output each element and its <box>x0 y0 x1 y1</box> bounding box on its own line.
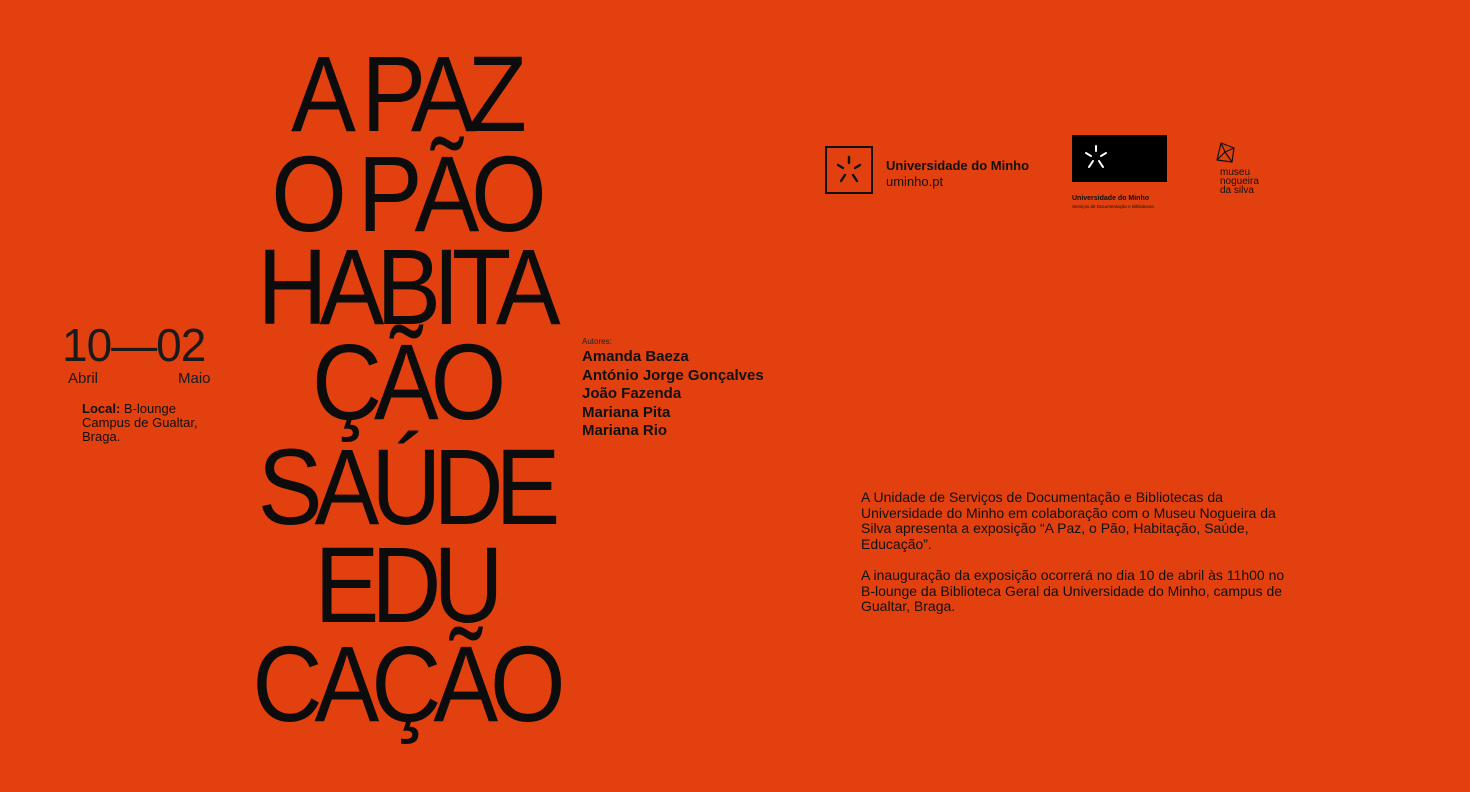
title-line-6: EDU <box>314 524 496 645</box>
location-label: Local: <box>82 401 121 416</box>
museu-logo <box>1210 140 1280 210</box>
sdum-subtitle: Serviços de Documentação e Bibliotecas <box>1072 204 1154 209</box>
museu-name: museu nogueira da silva <box>1220 167 1259 196</box>
title-line-5: SAÚDE <box>257 426 553 547</box>
location-line-3: Braga. <box>82 429 121 444</box>
sdum-logo <box>1072 135 1168 215</box>
uminho-star-icon <box>825 146 873 194</box>
museu-outline-icon <box>1212 140 1238 166</box>
end-month: Maio <box>178 370 211 387</box>
title-line-2: O PÃO <box>271 133 539 254</box>
title-line-3: HABITA <box>257 226 553 347</box>
location-line-1: B-lounge <box>123 401 176 416</box>
title-line-7: CAÇÃO <box>252 623 558 744</box>
uminho-logo[interactable] <box>825 146 1045 200</box>
uminho-url[interactable]: uminho.pt <box>886 174 944 189</box>
description-paragraph-1: A Unidade de Serviços de Documentação e Bibliotecas da Universidade do Minho em colaboração com o Museu Nogueira da Silva apresenta a exposição “A Paz, o Pão, Habitação, Saúde, Educação”. <box>861 489 1276 552</box>
uminho-star-icon <box>1072 135 1167 182</box>
title-line-1: A PAZ <box>291 33 519 154</box>
uminho-name: Universidade do Minho <box>886 158 1030 173</box>
author-item: João Fazenda <box>582 385 682 402</box>
author-item: Amanda Baeza <box>582 348 689 365</box>
start-month: Abril <box>68 370 99 387</box>
sdum-name: Universidade do Minho <box>1072 195 1150 202</box>
location-block <box>82 402 232 444</box>
authors-label: Autores: <box>582 337 612 346</box>
location-line-2: Campus de Gualtar, <box>82 415 198 430</box>
author-item: Mariana Rio <box>582 422 668 439</box>
description-paragraph-2: A inauguração da exposição ocorrerá no dia 10 de abril às 11h00 no B-lounge da Biblioteca Geral da Universidade do Minho, campus de Gualtar, Braga. <box>861 567 1285 614</box>
date-range: 10—02 <box>62 319 206 371</box>
title-line-4: ÇÃO <box>311 321 499 442</box>
authors-list <box>582 348 764 441</box>
author-item: António Jorge Gonçalves <box>582 366 764 384</box>
author-item: Mariana Pita <box>582 403 671 421</box>
description <box>861 490 1301 631</box>
